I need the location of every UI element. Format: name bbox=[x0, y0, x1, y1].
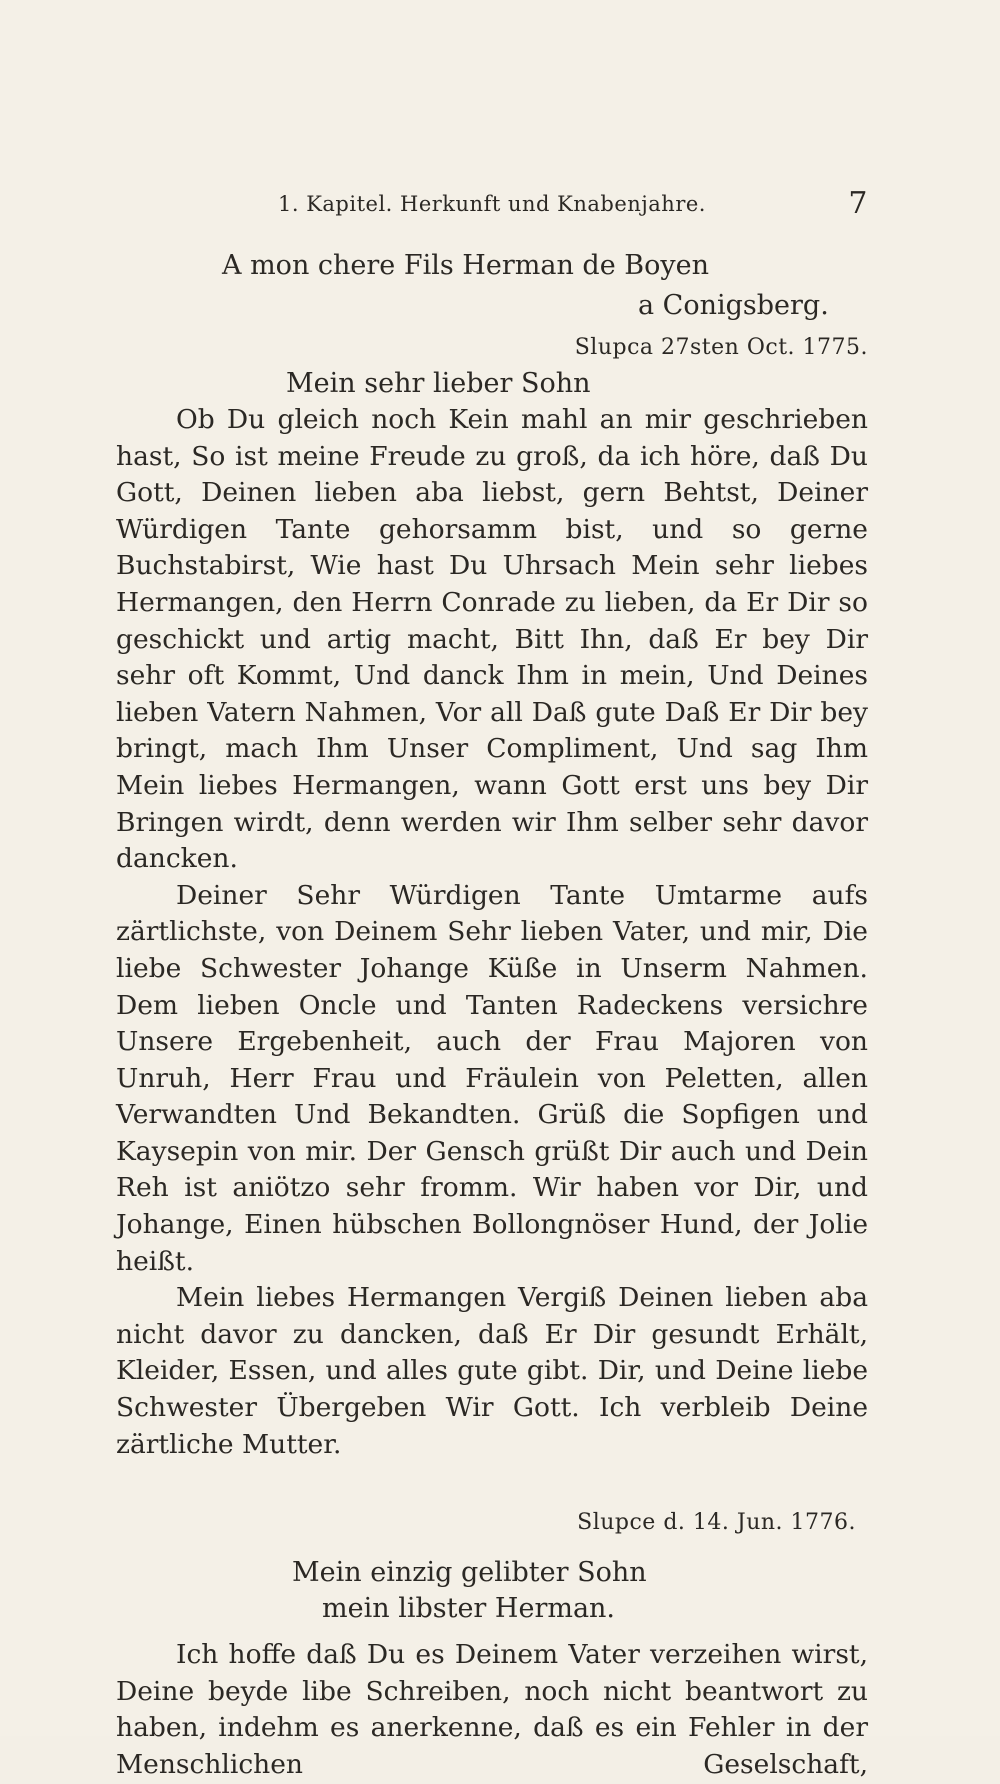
letter2-date: Slupce d. 14. Jun. 1776. bbox=[577, 1510, 856, 1536]
letter2-paragraph-1: Ich hoffe daß Du es Deinem Vater verzeihen wirst, Deine beyde libe Schreiben, noch nicht beantwort zu haben, indehm es anerkenne, daß es ein Fehler in der Menschlichen Geselschaft, bbox=[116, 1639, 868, 1780]
letter1-address-line1: A mon chere Fils Herman de Boyen bbox=[222, 250, 709, 281]
letter2-salutation-line2: mein libster Herman. bbox=[322, 1593, 616, 1625]
running-title: 1. Kapitel. Herkunft und Knabenjahre. bbox=[278, 192, 706, 216]
letter1-salutation: Mein sehr lieber Sohn bbox=[286, 368, 591, 399]
letter1-address-line2: a Conigsberg. bbox=[638, 290, 829, 321]
letter1-paragraph-2: Deiner Sehr Würdigen Tante Umtarme aufs zärtlichste, von Deinem Sehr lieben Vater, und mir, Die liebe Schwester Johange Küße in Unserm Nahmen. Dem lieben Oncle und Tanten Radeckens versichre Unsere Ergebenheit, auch der Frau Majoren von Unruh, Herr Frau und Fräulein von Peletten, allen Verwandten Und Bekandten. Grüß die Sopfigen und Kaysерin von mir. Der Gensch grüßt Dir auch und Dein Reh ist aniötzo sehr fromm. Wir haben vor Dir, und Johange, Einen hübschen Bollongnöser Hund, der Jolie heißt. bbox=[116, 879, 868, 1277]
letter2-salutation-line1: Mein einzig gelibter Sohn bbox=[292, 1557, 647, 1589]
running-head bbox=[116, 186, 868, 226]
letter1-paragraph-3: Mein liebes Hermangen Vergiß Deinen lieben aba nicht davor zu dancken, daß Er Dir gesundt Erhält, Kleider, Essen, und alles gute gibt. Dir, und Deine liebe Schwester Übergeben Wir Gott. Ich verbleib Deine zärtliche Mutter. bbox=[116, 1282, 868, 1460]
text-block bbox=[116, 186, 868, 1784]
letter1-paragraph-1: Ob Du gleich noch Kein mahl an mir geschrieben hast, So ist meine Freude zu groß, da ich höre, daß Du Gott, Deinen lieben aba liebst, gern Behtst, Deiner Würdigen Tante gehorsamm bist, und so gerne Buchstabirst, Wie hast Du Uhrsach Mein sehr liebes Hermangen, den Herrn Conrade zu lieben, da Er Dir so geschickt und artig macht, Bitt Ihn, daß Er bey Dir sehr oft Kommt, Und danck Ihm in mein, Und Deines lieben Vatern Nahmen, Vor all Daß gute Daß Er Dir bey bringt, mach Ihm Unser Compliment, Und sag Ihm Mein liebes Hermangen, wann Gott erst uns bey Dir Bringen wirdt, denn werden wir Ihm selber sehr davor dancken. bbox=[116, 404, 868, 875]
page-number: 7 bbox=[848, 186, 868, 221]
letter1-date: Slupca 27sten Oct. 1775. bbox=[574, 335, 868, 360]
